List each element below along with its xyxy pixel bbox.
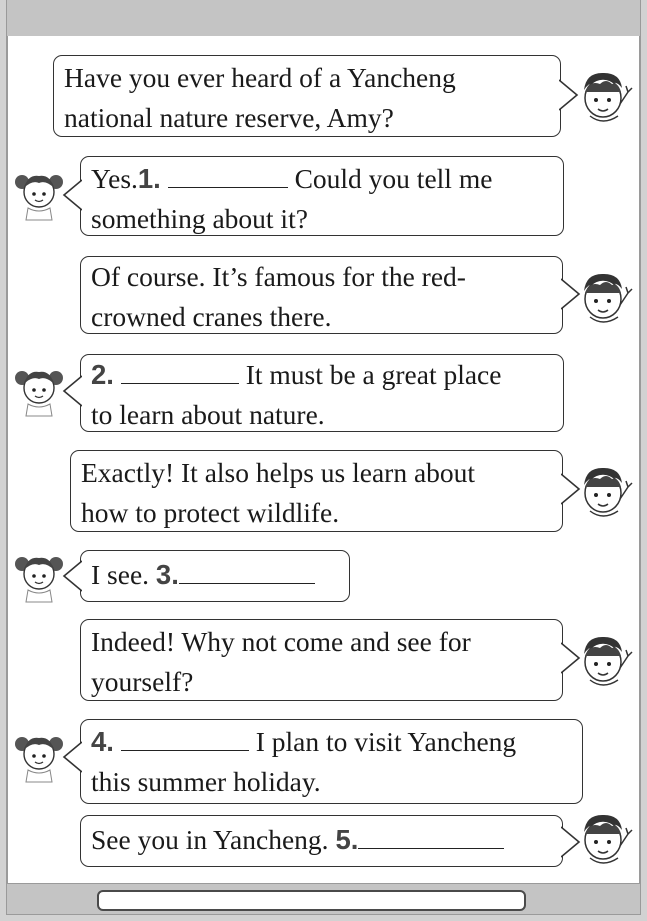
bubble-2-line-1 (91, 159, 553, 199)
bubble-1-line-2: national nature reserve, Amy? (64, 102, 394, 133)
bubble-5-line-2: how to protect wildlife. (81, 497, 340, 528)
answer-blank-1[interactable] (168, 163, 288, 188)
answer-blank-5[interactable] (358, 824, 504, 849)
bubble-7-line-1: Indeed! Why not come and see for (91, 626, 471, 657)
question-number-1: 1. (137, 163, 161, 194)
bubble-2-line-2: something about it? (91, 203, 308, 234)
answer-blank-3[interactable] (179, 559, 315, 584)
bubble-3-line-1: Of course. It’s famous for the red- (91, 261, 466, 292)
bubble-5-line-1: Exactly! It also helps us learn about (81, 457, 476, 488)
boy-avatar-icon (576, 68, 634, 130)
girl-avatar-icon (14, 168, 64, 224)
speech-bubble-8 (80, 719, 583, 804)
boy-avatar-icon (576, 632, 634, 694)
speech-bubble-6 (80, 550, 350, 602)
bubble-8-line-2: this summer holiday. (91, 766, 321, 797)
bubble-7-line-2: yourself? (91, 666, 194, 697)
bubble-2-text-after: Could you tell me (287, 163, 493, 194)
question-number-4: 4. (91, 726, 114, 757)
question-number-3: 3. (155, 559, 179, 590)
bubble-6-line-1 (91, 555, 339, 595)
bubble-8-text-after: I plan to visit Yancheng (248, 726, 517, 757)
bubble-4-tail (62, 374, 82, 408)
bubble-4-text-after: It must be a great place (238, 359, 502, 390)
bubble-6-text: I see. (91, 559, 156, 590)
bubble-2-text: Yes. (91, 163, 138, 194)
speech-bubble-2 (80, 156, 564, 236)
bubble-9-text: See you in Yancheng. (91, 824, 336, 855)
question-number-5: 5. (335, 824, 359, 855)
header-band (6, 0, 641, 37)
bubble-2-tail (62, 178, 82, 212)
speech-bubble-4 (80, 354, 564, 432)
speech-bubble-9 (80, 815, 563, 867)
question-number-2: 2. (91, 359, 114, 390)
speech-bubble-3 (80, 256, 563, 334)
bubble-8-tail (62, 740, 82, 774)
bubble-8-line-1 (91, 722, 572, 762)
bubble-9-line-1 (91, 820, 552, 860)
bubble-6-tail (62, 559, 82, 593)
footer-band (6, 883, 641, 915)
bubble-4-line-2: to learn about nature. (91, 399, 325, 430)
footer-answer-box (97, 890, 526, 911)
answer-blank-2[interactable] (121, 359, 239, 384)
boy-avatar-icon (576, 269, 634, 331)
boy-avatar-icon (576, 810, 634, 872)
speech-bubble-7 (80, 619, 563, 701)
speech-bubble-5 (70, 450, 563, 532)
speech-bubble-1 (53, 55, 561, 137)
answer-blank-4[interactable] (121, 726, 249, 751)
bubble-4-line-1 (91, 355, 553, 395)
boy-avatar-icon (576, 463, 634, 525)
girl-avatar-icon (14, 730, 64, 786)
bubble-3-line-2: crowned cranes there. (91, 301, 332, 332)
bubble-1-line-1: Have you ever heard of a Yancheng (64, 62, 456, 93)
girl-avatar-icon (14, 550, 64, 606)
girl-avatar-icon (14, 364, 64, 420)
